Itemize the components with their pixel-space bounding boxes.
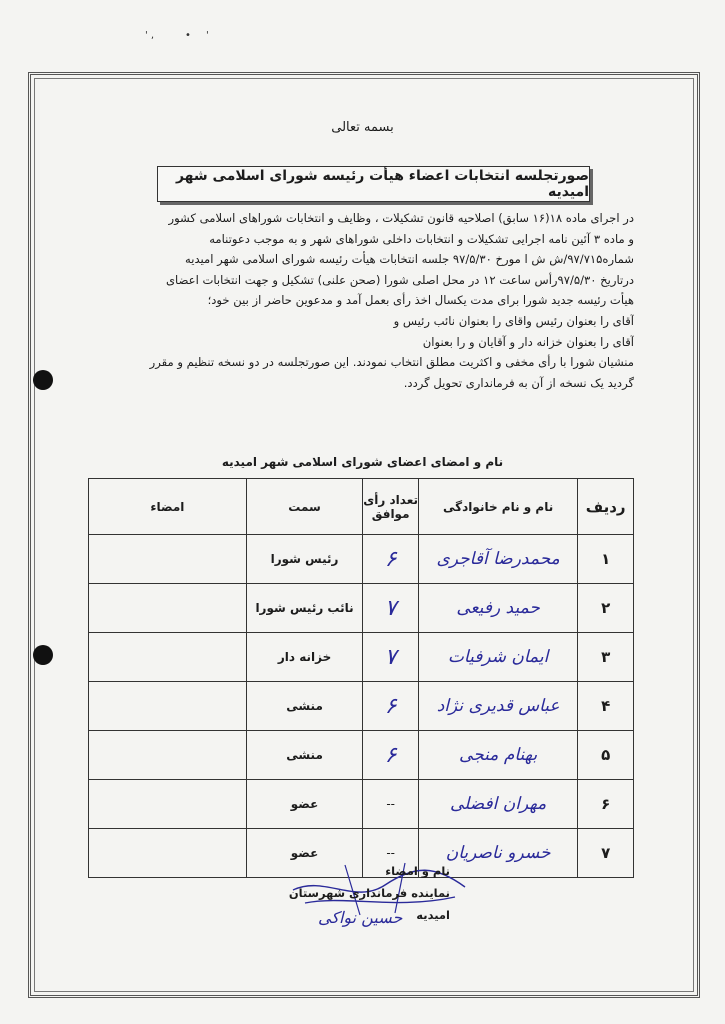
member-role: خزانه دار (246, 633, 363, 682)
member-role: منشی (246, 682, 363, 731)
header-name: نام و نام خانوادگی (418, 479, 577, 535)
member-name: حمید رفیعی (418, 584, 577, 633)
punch-hole (33, 645, 53, 665)
document-title: صورتجلسه انتخابات اعضاء هیأت رئیسه شورای اسلامی شهر امیدیه (157, 166, 590, 202)
basmala: بسمه تعالی (331, 120, 394, 135)
member-name: بهنام منجی (418, 731, 577, 780)
table-row (89, 633, 634, 682)
row-number: ۶ (578, 780, 634, 829)
member-name: عباس قدیری نژاد (418, 682, 577, 731)
body-line: گردید یک نسخه از آن به فرمانداری تحویل گردد. (403, 375, 634, 390)
row-number: ۲ (578, 584, 634, 633)
signature-cell (89, 584, 247, 633)
vote-count: -- (363, 780, 419, 829)
row-number: ۷ (578, 829, 634, 878)
vote-count: ۶ (363, 682, 419, 731)
scan-speck: ' , (145, 30, 155, 41)
member-name: مهران افضلی (418, 780, 577, 829)
row-number: ۱ (578, 535, 634, 584)
signature-cell (89, 535, 247, 584)
signature-cell (89, 780, 247, 829)
body-line: شماره۹۷/۷۱۵/ش ش ا مورخ ۹۷/۵/۳۰ جلسه انتخابات هیأت رئیسه شورای اسلامی شهر امیدیه (185, 252, 634, 267)
table-row (89, 535, 634, 584)
signature-cell (89, 682, 247, 731)
table-header-row (89, 479, 634, 535)
header-signature: امضاء (89, 479, 247, 535)
member-name: محمدرضا آقاجری (418, 535, 577, 584)
member-role: رئیس شورا (246, 535, 363, 584)
table-row (89, 780, 634, 829)
punch-hole (33, 370, 53, 390)
member-role: منشی (246, 731, 363, 780)
body-text (92, 208, 634, 393)
vote-count: ۷ (363, 584, 419, 633)
signature-cell (89, 731, 247, 780)
vote-count: ۷ (363, 633, 419, 682)
footer-representative: نماینده فرمانداری شهرستان امیدیه (288, 886, 450, 922)
scan-speck: ' (206, 30, 209, 41)
row-number: ۴ (578, 682, 634, 731)
signature-cell (89, 633, 247, 682)
member-role: نائب رئیس شورا (246, 584, 363, 633)
header-row-number: ردیف (578, 479, 634, 535)
body-line: درتاریخ ۹۷/۵/۳۰رأس ساعت ۱۲ در محل اصلی شورا (صحن علنی) تشکیل و جهت انتخابات اعضای (165, 272, 634, 287)
body-line: آقای را بعنوان رئیس واقای را بعنوان نائب رئیس و (393, 313, 634, 328)
signature-cell (89, 829, 247, 878)
body-line: و ماده ۳ آئین نامه اجرایی تشکیلات و انتخابات داخلی شوراهای شهر و به موجب دعوتنامه (209, 231, 634, 246)
table-row (89, 682, 634, 731)
footer-label: نام و امضاء (385, 864, 450, 878)
row-number: ۳ (578, 633, 634, 682)
table-row (89, 584, 634, 633)
representative-signature: حسین نواکی (318, 908, 403, 927)
vote-count: -- (363, 829, 419, 878)
members-table (88, 478, 634, 878)
scan-speck: • (185, 30, 191, 41)
body-line: آقای را بعنوان خزانه دار و آقایان و را بعنوان (422, 334, 634, 349)
vote-count: ۶ (363, 535, 419, 584)
member-name: خسرو ناصریان (418, 829, 577, 878)
member-role: عضو (246, 829, 363, 878)
member-name: ایمان شرفیات (418, 633, 577, 682)
member-role: عضو (246, 780, 363, 829)
table-row (89, 731, 634, 780)
header-votes: تعداد رأی موافق (363, 479, 419, 535)
header-role: سمت (246, 479, 363, 535)
body-line: هیأت رئیسه جدید شورا برای مدت یکسال اخذ رأی بعمل آمد و مدعوین حاضر از بین خود؛ (207, 293, 634, 308)
body-line: منشیان شورا با رأی مخفی و اکثریت مطلق انتخاب نمودند. این صورتجلسه در دو نسخه تنظیم و مقرر (149, 355, 634, 370)
table-title: نام و امضای اعضای شورای اسلامی شهر امیدیه (221, 455, 504, 469)
vote-count: ۶ (363, 731, 419, 780)
row-number: ۵ (578, 731, 634, 780)
body-line: در اجرای ماده ۱۸(۱۶ سابق) اصلاحیه قانون تشکیلات ، وظایف و انتخابات شوراهای اسلامی کشور (168, 211, 634, 225)
